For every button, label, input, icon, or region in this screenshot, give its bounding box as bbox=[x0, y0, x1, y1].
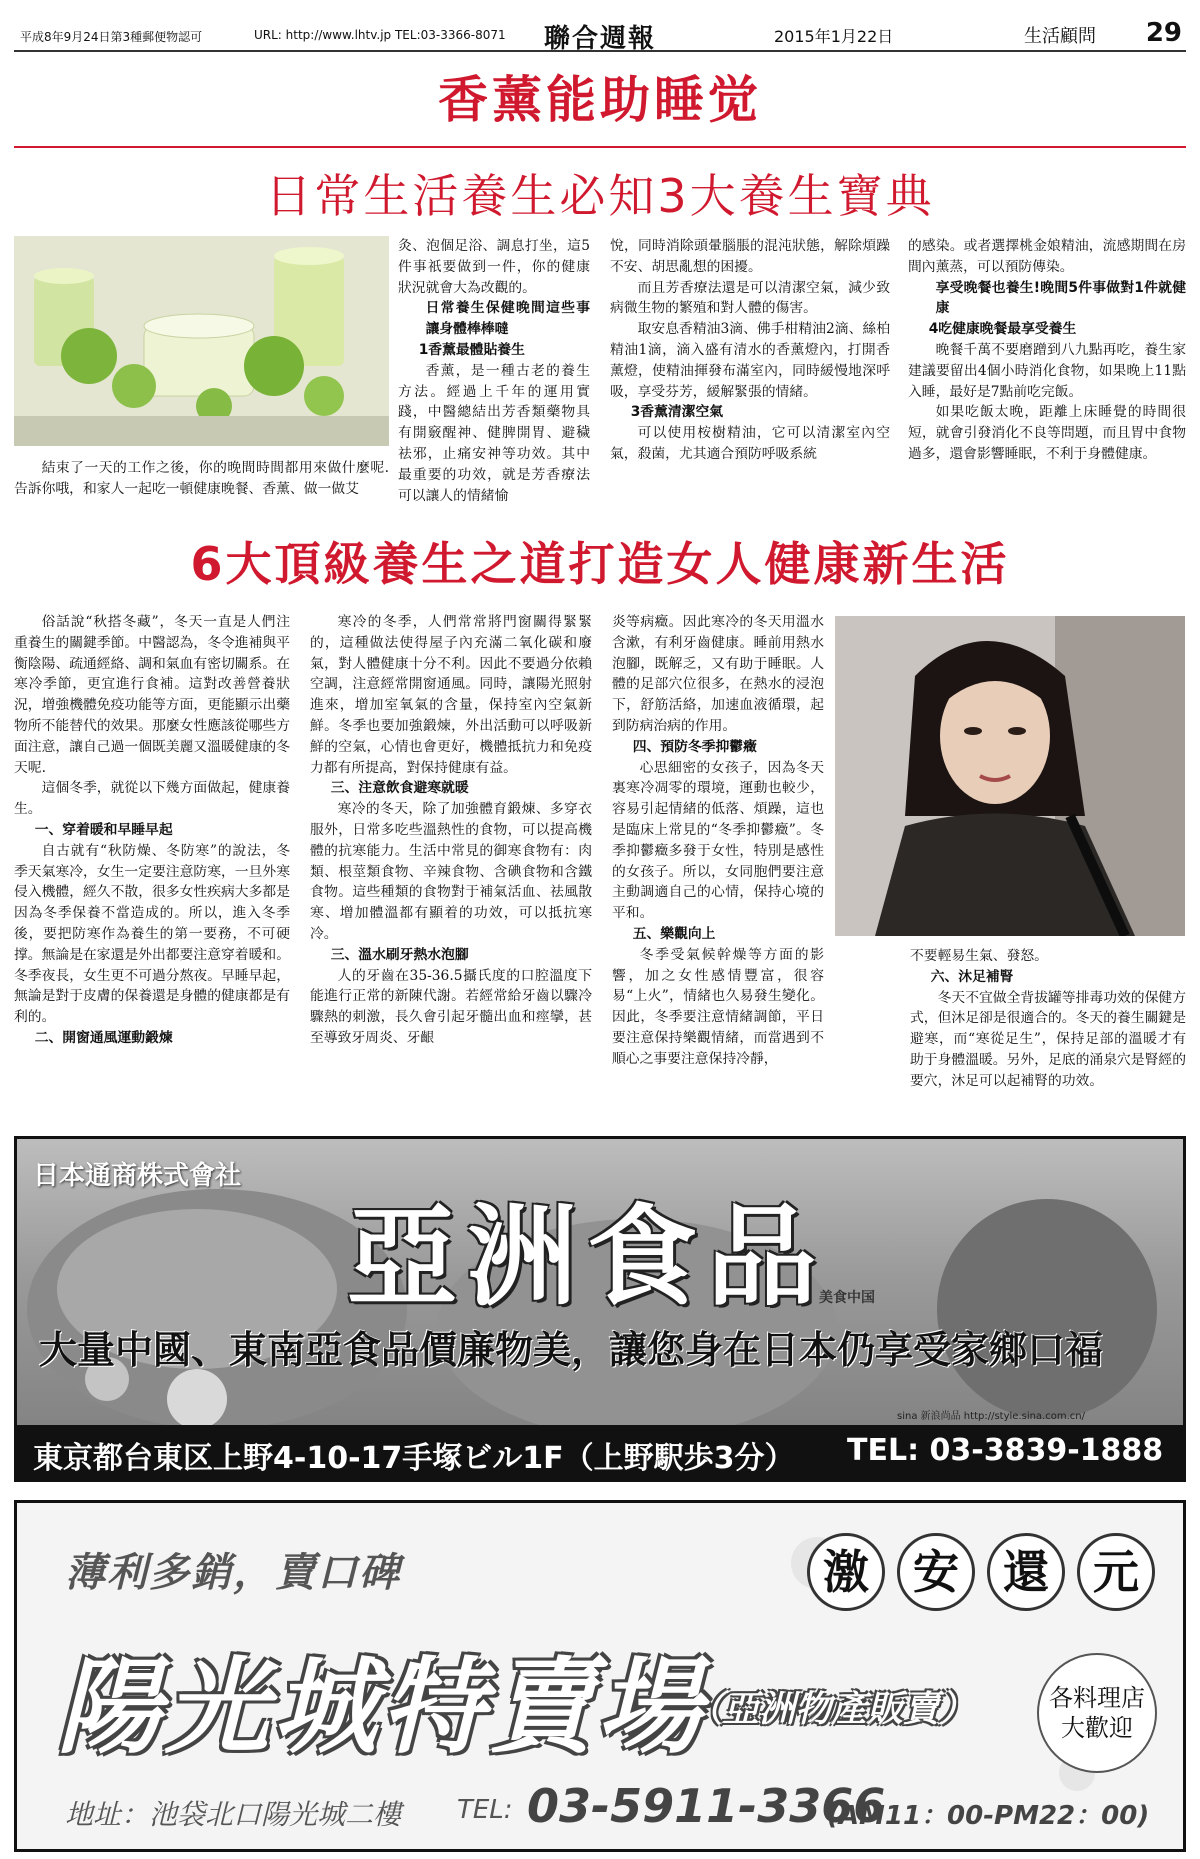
badge: 安 bbox=[897, 1533, 975, 1611]
ad1-phone: TEL: 03-3839-1888 bbox=[847, 1433, 1164, 1468]
title-rule bbox=[14, 146, 1186, 148]
section-heading: 享受晚餐也養生!晚間5件事做對1件就健康 bbox=[935, 279, 1186, 317]
section-heading: 三、注意飲食避寒就暖 bbox=[330, 780, 469, 797]
candles-illustration bbox=[14, 236, 389, 446]
article2-col4 bbox=[910, 946, 1186, 1130]
section-heading: 日常養生保健晚間這些事讓身體棒棒噠 bbox=[425, 300, 590, 338]
section-heading: 4吃健康晚餐最享受養生 bbox=[928, 321, 1077, 338]
page-header bbox=[14, 18, 1186, 52]
issue-date: 2015年1月22日 bbox=[774, 27, 894, 46]
company-name: 日本通商株式會社 bbox=[33, 1161, 242, 1191]
section-heading: 一、穿着暖和早睡早起 bbox=[34, 821, 173, 838]
article1-col3 bbox=[610, 236, 890, 524]
paragraph: 人的牙齒在35-36.5攝氏度的口腔溫度下能進行正常的新陳代謝。若經常給牙齒以驟冷驟熱的刺激，長久會引起牙髓出血和痙攣，甚至導致牙周炎、牙齦 bbox=[310, 967, 592, 1046]
paragraph: 心思細密的女孩子，因為冬天裏寒冷凋零的環境，運動也較少，容易引起情緒的低落、煩躁，這也是臨床上常見的“冬季抑鬱癥”。冬季抑鬱癥多發于女性，特別是感性的女孩子。所以，女同胞們要注意主動調適自己的心情，保持心境的平和。 bbox=[612, 759, 824, 922]
paragraph: 結束了一天的工作之後，你的晚間時間都用來做什麼呢.告訴你哦，和家人一起吃一頓健康晚餐、香薰、做一做艾 bbox=[14, 460, 389, 497]
candles-photo bbox=[14, 236, 389, 446]
section-name: 生活顧問 bbox=[1024, 26, 1096, 47]
paragraph: 不要輕易生氣、發怒。 bbox=[910, 948, 1048, 964]
badge: 激 bbox=[807, 1533, 885, 1611]
sunshine-city-ad bbox=[14, 1500, 1186, 1852]
section-heading: 四、預防冬季抑鬱癥 bbox=[632, 738, 757, 755]
article1-subtitle: 日常生活養生必知3大養生寶典 bbox=[265, 169, 935, 223]
paragraph: 這個冬季，就從以下幾方面做起，健康養生。 bbox=[14, 780, 290, 818]
paragraph: 自古就有“秋防燥、冬防寒”的說法，冬季天氣寒冷，女生一定要注意防寒，一旦外寒侵入機體，經久不散，很多女性疾病大多都是因為冬季保養不當造成的。所以，進入冬季後，要把防寒作為養生的第一要務，不可硬撑。無論是在家還是外出都要注意穿着暖和。冬季夜長，女生更不可過分熬夜。早睡早起，無論是對于皮膚的保養還是身體的健康都是有利的。 bbox=[14, 842, 290, 1026]
page-number: 29 bbox=[1145, 18, 1182, 48]
business-hours: (AM11：00-PM22：00) bbox=[827, 1801, 1150, 1831]
logo-text: 美食中国 bbox=[819, 1290, 875, 1306]
section-heading: 六、沐足補腎 bbox=[930, 968, 1014, 985]
woman-photo bbox=[835, 616, 1185, 936]
ad2-tel-label: TEL: bbox=[457, 1795, 513, 1825]
paragraph: 的感染。或者選擇桃金娘精油，流感期間在房間內薰蒸，可以預防傳染。 bbox=[908, 238, 1186, 275]
article1-col4 bbox=[908, 236, 1186, 524]
paragraph: 取安息香精油3滴、佛手柑精油2滴、絲柏精油1滴，滴入盛有清水的香薰燈內，打開香薰燈，使精油揮發布滿室內，同時緩慢地深呼吸，享受芬芳，緩解緊張的情緒。 bbox=[610, 321, 890, 400]
brand-name: 亞洲食品 bbox=[347, 1193, 827, 1321]
url-line: URL: http://www.lhtv.jp TEL:03-3366-8071 bbox=[254, 28, 506, 42]
paragraph: 寒冷的冬季，人們常常將門窗關得緊緊的，這種做法使得屋子內充滿二氧化碳和廢氣，對人體健康十分不利。因此不要過分依賴空調，注意經常開窗通風。同時，讓陽光照射進來，增加室氧氣的含量，保持室內空氣新鮮。冬季也要加強鍛煉，外出活動可以呼吸新鮮的空氣，心情也會更好，機體抵抗力和免疫力都有所提高，對保持健康有益。 bbox=[310, 614, 592, 776]
paragraph: 冬天不宜做全背拔罐等排毒功效的保健方式，但沐足卻是很適合的。冬天的養生關鍵是避寒，而“寒從足生”，保持足部的溫暖才有助于身體溫暖。另外，足底的涌泉穴是腎經的要穴，沐足可以起補腎的功效。 bbox=[910, 989, 1186, 1089]
paragraph: 悅，同時消除頭暈腦脹的混沌狀態，解除煩躁不安、胡思亂想的困擾。 bbox=[610, 238, 890, 275]
paper-name: 聯合週報 bbox=[544, 24, 657, 54]
paragraph: 如果吃飯太晚，距離上床睡覺的時間很短，就會引發消化不良等問題，而且胃中食物過多，還會影響睡眠，不利于身體健康。 bbox=[908, 404, 1186, 462]
article1-title: 香薰能助睡觉 bbox=[438, 71, 762, 129]
ad-slogan: 大量中國、東南亞食品價廉物美，讓您身在日本仍享受家鄉口福 bbox=[39, 1328, 1104, 1372]
paragraph: 晚餐千萬不要磨蹭到八九點再吃，養生家建議要留出4個小時消化食物，如果晚上11點入睡，最好是7點前吃完飯。 bbox=[908, 341, 1186, 400]
paragraph: 可以使用桉樹精油，它可以清潔室內空氣，殺菌，尤其適合預防呼吸系統 bbox=[610, 425, 890, 462]
article2-col2 bbox=[310, 612, 592, 1130]
ad2-phone: 03-5911-3366 bbox=[527, 1779, 886, 1833]
badge: 還 bbox=[987, 1533, 1065, 1611]
paragraph: 炎等病癥。因此寒冷的冬天用溫水含漱，有利牙齒健康。睡前用熱水泡腳，既解乏，又有助于睡眠。人體的足部穴位很多，在熱水的浸泡下，舒筋活絡，加速血液循環，起到防病治病的作用。 bbox=[612, 614, 824, 734]
woman-illustration bbox=[835, 616, 1185, 936]
section-heading: 1香薰最體貼養生 bbox=[418, 341, 525, 358]
paragraph: 香薰，是一種古老的養生方法。經過上千年的運用實踐，中醫總結出芳香類藥物具有開竅醒神、健脾開胃、避穢祛邪，止痛安神等功效。其中最重要的功效，就是芳香療法可以讓人的情緒愉 bbox=[398, 362, 590, 504]
section-heading: 三、溫水刷牙熱水泡腳 bbox=[330, 946, 469, 963]
paragraph: 灸、泡個足浴、調息打坐，這5件事祇要做到一件，你的健康狀況就會大為改觀的。 bbox=[398, 238, 590, 296]
section-heading: 五、樂觀向上 bbox=[632, 925, 716, 942]
ad2-address: 地址：池袋北口陽光城二樓 bbox=[65, 1798, 402, 1831]
paragraph: 寒冷的冬天，除了加強體育鍛煉、多穿衣服外，日常多吃些溫熱性的食物，可以提高機體的抗寒能力。生活中常見的御寒食物有：肉類、根莖類食物、辛辣食物、含碘食物和含鐵食物。這些種類的食物對于補氣活血、祛風散寒、增加體溫都有顯着的功效，可以抵抗寒冷。 bbox=[310, 801, 592, 942]
section-heading: 二、開窗通風運動鍛煉 bbox=[34, 1029, 173, 1046]
welcome-badge: 各料理店 大歡迎 bbox=[1037, 1653, 1157, 1773]
paragraph: 而且芳香療法還是可以清潔空氣，減少致病微生物的繁殖和對人體的傷害。 bbox=[610, 279, 890, 317]
article1-col2 bbox=[398, 236, 590, 524]
article2-col3 bbox=[612, 612, 824, 1130]
article2-title: 6大頂級養生之道打造女人健康新生活 bbox=[190, 537, 1010, 591]
asia-food-ad bbox=[14, 1136, 1186, 1482]
article1-col1 bbox=[14, 458, 389, 523]
ad1-address-bar bbox=[17, 1425, 1183, 1479]
section-heading: 3香薰清潔空氣 bbox=[630, 404, 724, 421]
article2-col1 bbox=[14, 612, 290, 1130]
badge: 元 bbox=[1077, 1533, 1155, 1611]
ad2-slogan: 薄利多銷，賣口碑 bbox=[65, 1550, 401, 1596]
image-credit: sina 新浪尚品 http://style.sina.com.cn/ bbox=[897, 1411, 1085, 1422]
store-name: 陽光城特賣場 bbox=[57, 1646, 706, 1768]
ad1-address: 東京都台東区上野4-10-17手塚ビル1F（上野駅歩3分） bbox=[33, 1441, 795, 1476]
store-subtitle: （亞洲物產販賣） bbox=[687, 1689, 976, 1730]
paragraph: 俗話說“秋搭冬藏”，冬天一直是人們注重養生的關鍵季節。中醫認為，冬令進補與平衡陰陽、疏通經絡、調和氣血有密切關系。在寒冷季節，更宜進行食補。這對改善營養狀況，增強機體免疫功能等方面，更能顯示出藥物所不能替代的效果。那麼女性應該從哪些方面注意，讓自己過一個既美麗又溫暖健康的冬天呢. bbox=[14, 614, 290, 776]
price-badges bbox=[807, 1533, 1186, 1613]
paragraph: 冬季受氣候幹燥等方面的影響，加之女性感情豐富，很容易“上火”，情緒也久易發生變化。因此，冬季要注意情緒調節，平日要注意保持樂觀情緒，而當遇到不順心之事要注意保持冷靜， bbox=[612, 946, 824, 1067]
permit-text: 平成8年9月24日第3種郵便物認可 bbox=[20, 30, 203, 44]
